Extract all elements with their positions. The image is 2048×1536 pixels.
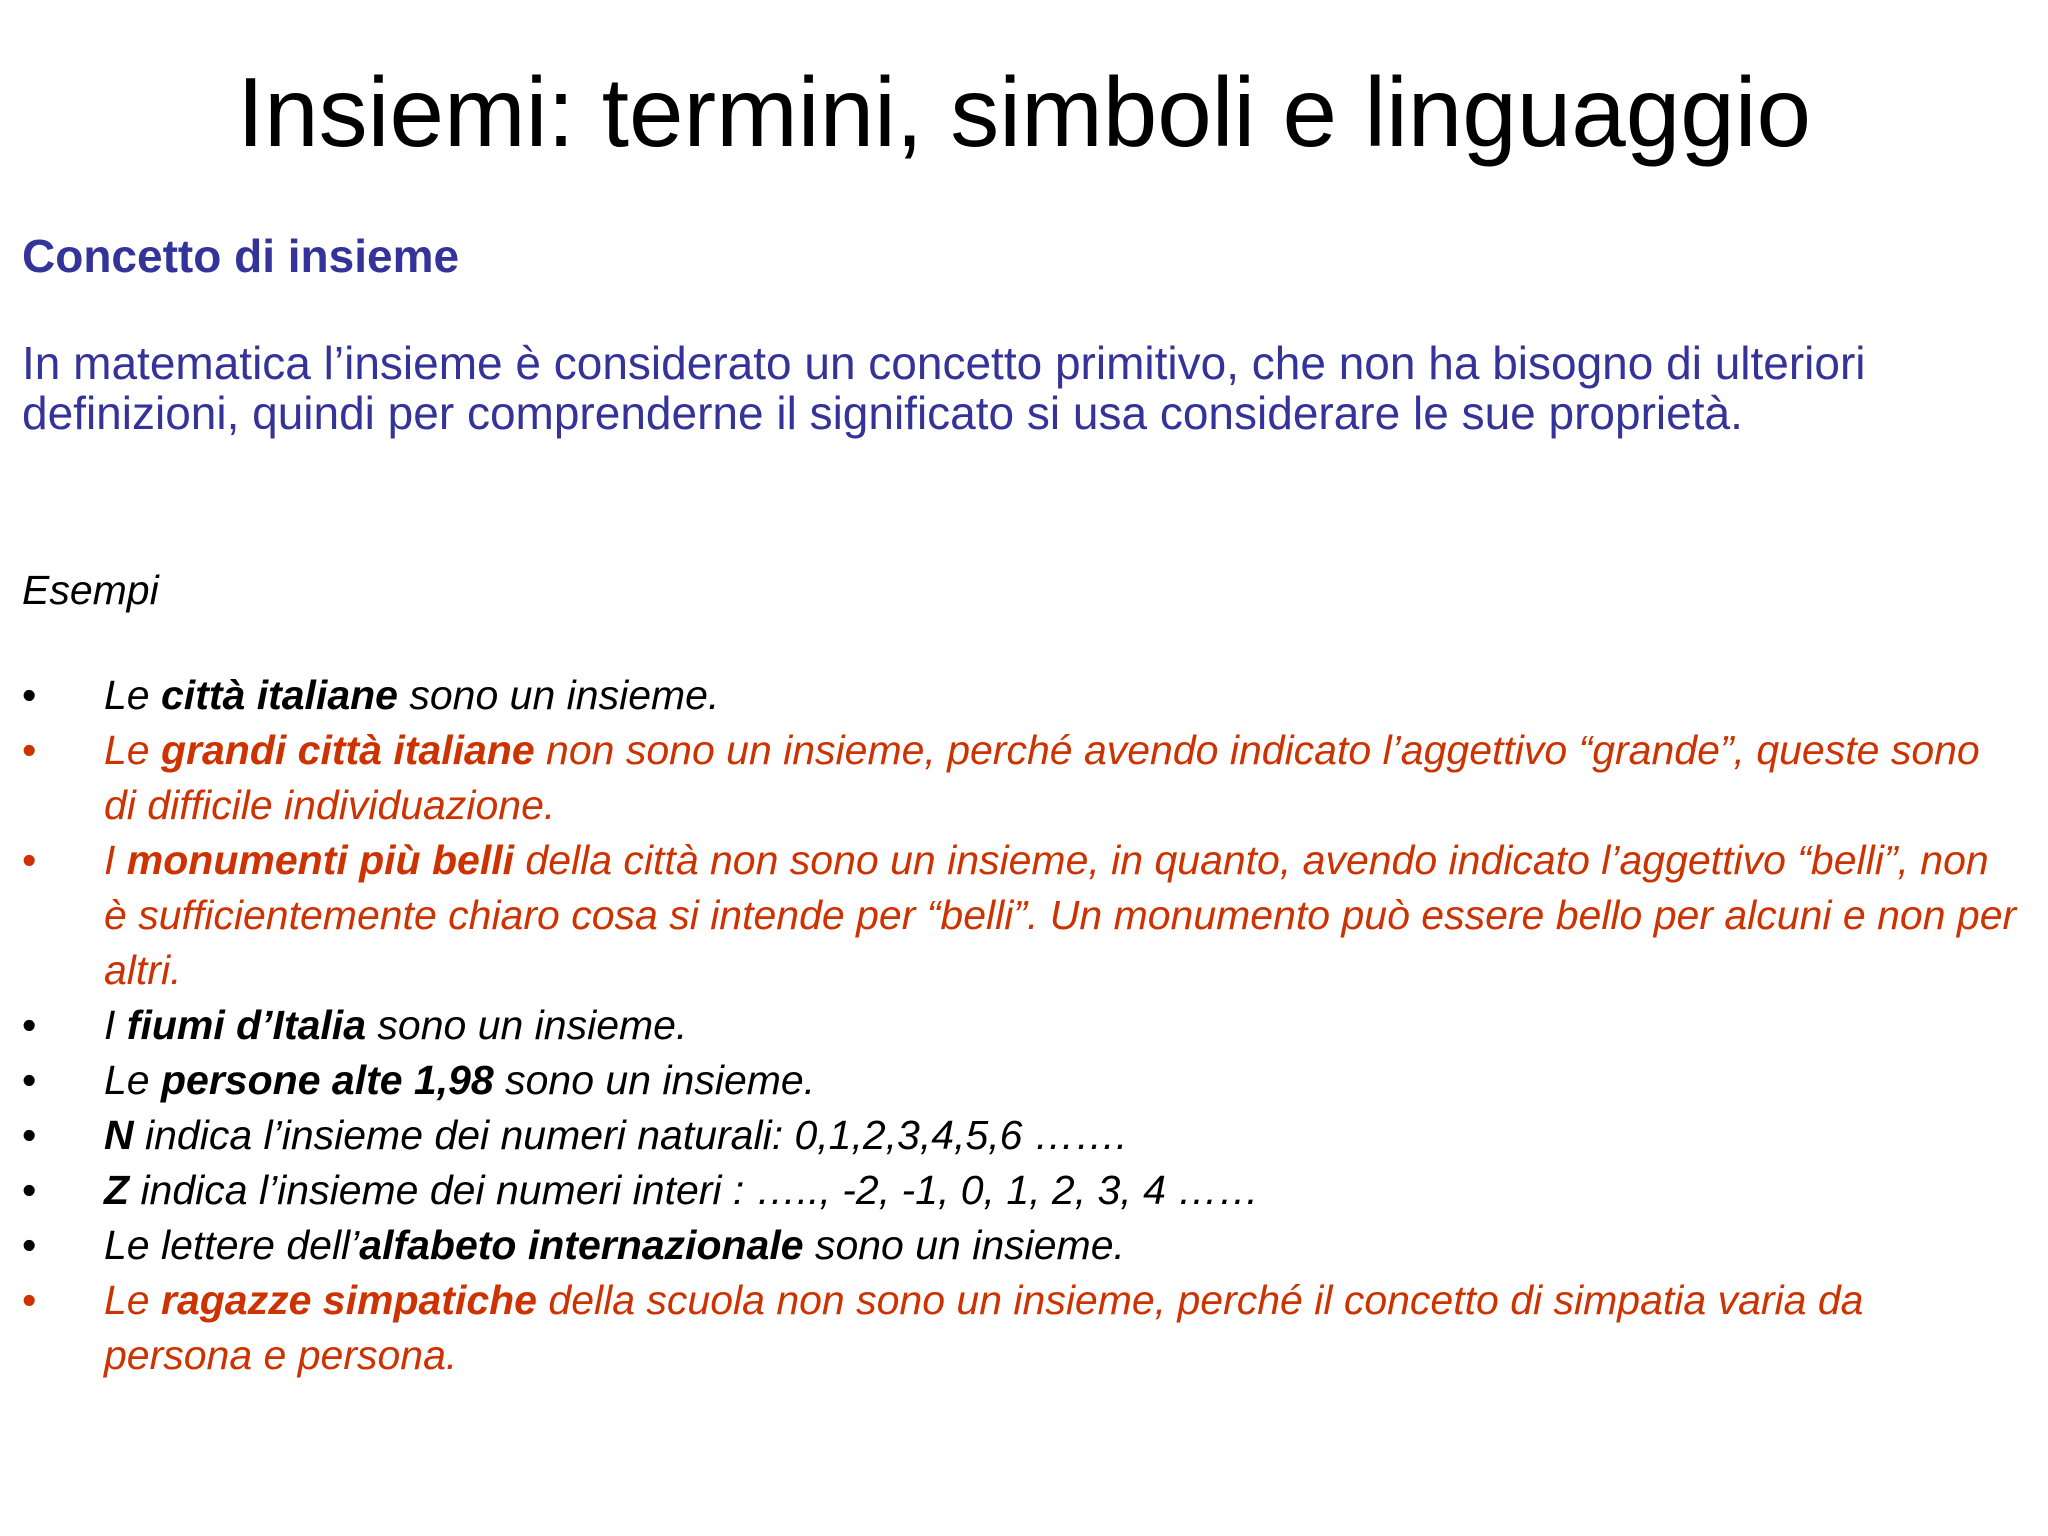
item-text-bold: città italiane [161,672,398,718]
item-text-post: indica l’insieme dei numeri interi : ….., -2, -1, 0, 1, 2, 3, 4 …… [129,1167,1260,1213]
item-text-post: non sono un insieme, perché avendo indicato l’aggettivo “grande”, queste sono di difficile individuazione. [104,727,1980,828]
bullet-icon: • [22,672,37,718]
list-item [22,1053,2022,1108]
bullet-icon: • [22,1277,37,1323]
intro-paragraph: In matematica l’insieme è considerato un concetto primitivo, che non ha bisogno di ulteriori definizioni, quindi per comprenderne il significato si usa considerare le sue proprietà. [22,337,1866,439]
list-item [22,1218,2022,1273]
bullet-icon: • [22,837,37,883]
bullet-icon: • [22,1057,37,1103]
item-text-bold: ragazze simpatiche [161,1277,537,1323]
item-text-post: sono un insieme. [366,1002,688,1048]
item-text-post: sono un insieme. [493,1057,816,1103]
item-text-post: della città non sono un insieme, in quanto, avendo indicato l’aggettivo “belli”, non è sufficientemente chiaro cosa si intende per “belli”. Un monumento può essere bello per alcuni e non per altri. [104,837,2017,993]
bullet-icon: • [22,1222,37,1268]
item-text-post: della scuola non sono un insieme, perché il concetto di simpatia varia da persona e persona. [104,1277,1864,1378]
list-item [22,1108,2022,1163]
section-heading: Concetto di insieme [22,230,460,282]
bullet-icon: • [22,1167,37,1213]
list-item [22,998,2022,1053]
list-item [22,723,2022,833]
item-text-post: indica l’insieme dei numeri naturali: 0,1,2,3,4,5,6 ……. [133,1112,1128,1158]
slide-title: Insiemi: termini, simboli e linguaggio [236,57,1812,167]
item-text-pre: Le [104,672,161,718]
item-text-pre: Le lettere dell’ [104,1222,360,1268]
item-text-bold: grandi città italiane [161,727,535,773]
item-text-bold: fiumi d’Italia [126,1002,366,1048]
bullet-icon: • [22,1002,37,1048]
bullet-icon: • [22,727,37,773]
item-text-pre: I [104,837,127,883]
examples-label: Esempi [22,567,159,613]
list-item [22,833,2022,998]
examples-list [22,668,2022,1383]
item-text-post: sono un insieme. [803,1222,1125,1268]
item-text-post: sono un insieme. [397,672,720,718]
list-item [22,1273,2022,1383]
item-text-bold: N [104,1112,134,1158]
list-item [22,668,2022,723]
list-item [22,1163,2022,1218]
item-text-pre: Le [104,1057,161,1103]
item-text-bold: alfabeto internazionale [359,1222,804,1268]
item-text-pre: I [104,1002,127,1048]
item-text-bold: monumenti più belli [126,837,515,883]
item-text-bold: Z [104,1167,130,1213]
bullet-icon: • [22,1112,37,1158]
item-text-pre: Le [104,727,161,773]
item-text-pre: Le [104,1277,161,1323]
item-text-bold: persone alte 1,98 [161,1057,494,1103]
